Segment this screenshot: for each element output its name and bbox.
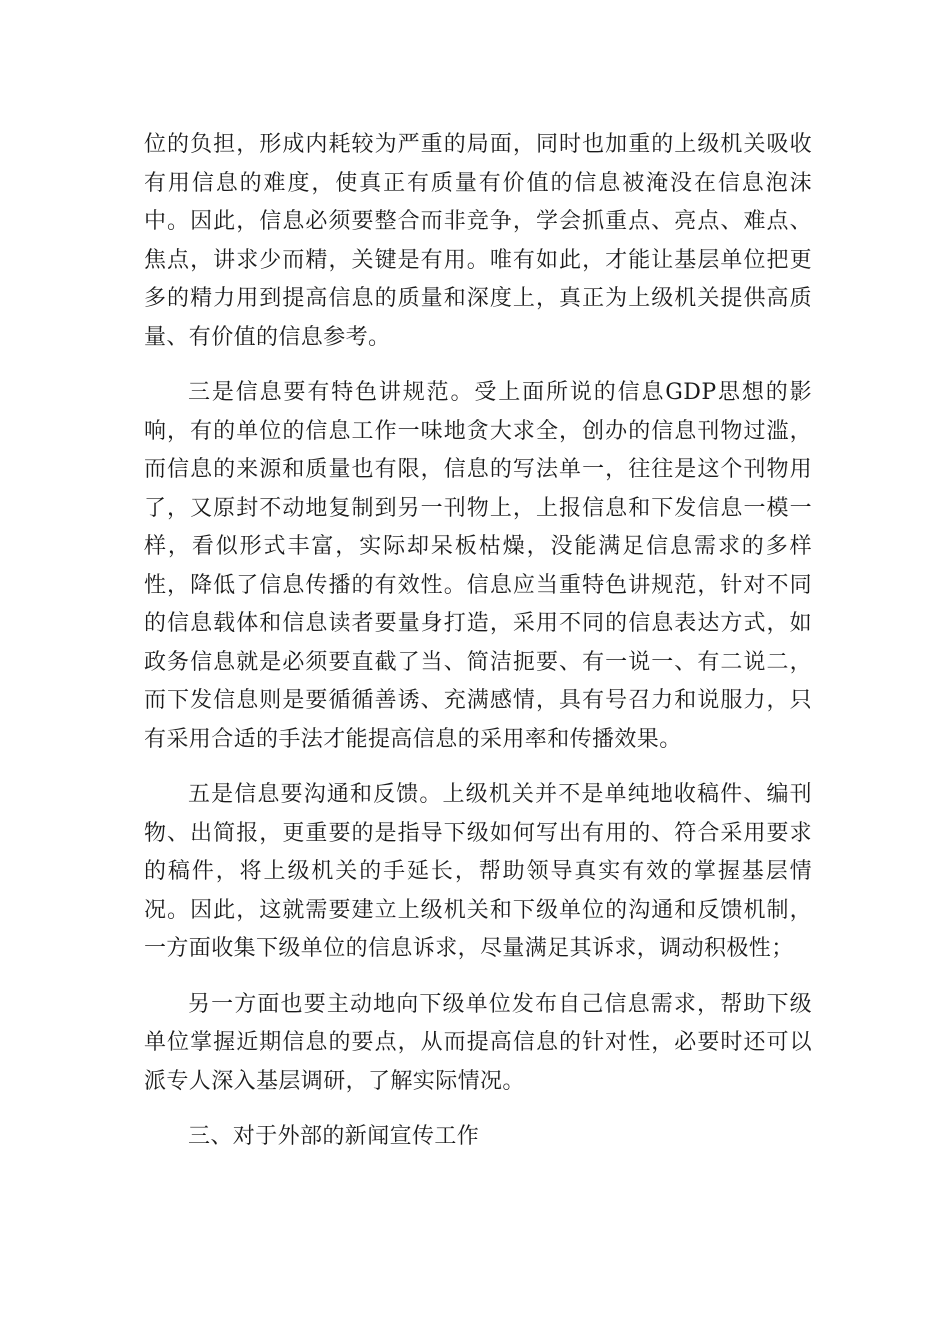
paragraph-2: 三是信息要有特色讲规范。受上面所说的信息GDP思想的影响，有的单位的信息工作一味地贪大求全，创办的信息刊物过滥，而信息的来源和质量也有限，信息的写法单一，往往是这个刊物用了，又原封不动地复制到另一刊物上，上报信息和下发信息一模一样，看似形式丰富，实际却呆板枯燥，没能满足信息需求的多样性，降低了信息传播的有效性。信息应当重特色讲规范，针对不同的信息载体和信息读者要量身打造，采用不同的信息表达方式，如政务信息就是必须要直截了当、简洁扼要、有一说一、有二说二，而下发信息则是要循循善诱、充满感情，具有号召力和说服力，只有采用合适的手法才能提高信息的采用率和传播效果。 [144,380,812,752]
paragraph-4: 另一方面也要主动地向下级单位发布自己信息需求，帮助下级单位掌握近期信息的要点，从而提高信息的针对性，必要时还可以派专人深入基层调研，了解实际情况。 [144,991,812,1094]
section-heading: 三、对于外部的新闻宣传工作 [188,1124,480,1149]
document-body [144,126,812,1174]
paragraph-3: 五是信息要沟通和反馈。上级机关并不是单纯地收稿件、编刊物、出简报，更重要的是指导下级如何写出有用的、符合采用要求的稿件，将上级机关的手延长，帮助领导真实有效的掌握基层情况。因此，这就需要建立上级机关和下级单位的沟通和反馈机制，一方面收集下级单位的信息诉求，尽量满足其诉求，调动积极性； [144,782,812,961]
paragraph-1: 位的负担，形成内耗较为严重的局面，同时也加重的上级机关吸收有用信息的难度，使真正有质量有价值的信息被淹没在信息泡沫中。因此，信息必须要整合而非竞争，学会抓重点、亮点、难点、焦点，讲求少而精，关键是有用。唯有如此，才能让基层单位把更多的精力用到提高信息的质量和深度上，真正为上级机关提供高质量、有价值的信息参考。 [144,132,812,350]
